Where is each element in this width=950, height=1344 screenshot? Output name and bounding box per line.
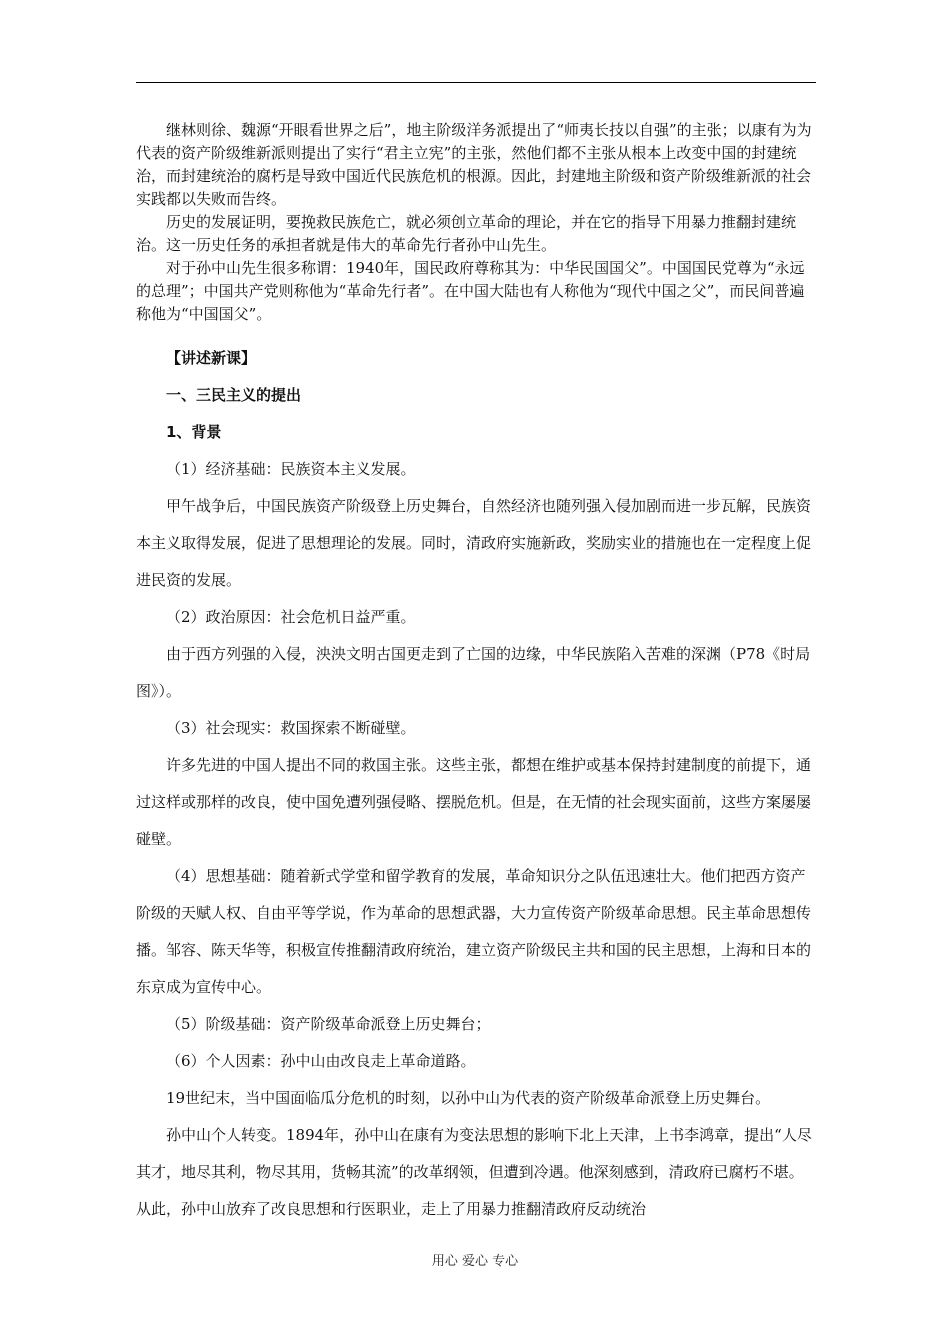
body-paragraph: （6）个人因素：孙中山由改良走上革命道路。: [166, 1052, 476, 1070]
intro-section: [136, 119, 816, 326]
body-paragraph: （3）社会现实：救国探索不断碰壁。: [166, 719, 416, 737]
lesson-section: [136, 340, 816, 1228]
header-rule: [136, 82, 816, 83]
document-body: [136, 119, 816, 1228]
body-paragraph: 甲午战争后，中国民族资产阶级登上历史舞台，自然经济也随列强入侵加剧而进一步瓦解，民族资本主义取得发展，促进了思想理论的发展。同时，清政府实施新政，奖励实业的措施也在一定程度上促进民资的发展。: [136, 497, 812, 589]
section-heading-part-one: 一、三民主义的提出: [166, 386, 302, 404]
intro-paragraph: 对于孙中山先生很多称谓：1940年，国民政府尊称其为：中华民国国父”。中国国民党尊为“永远的总理”；中国共产党则称他为“革命先行者”。在中国大陆也有人称他为“现代中国之父”，而民间普遍称他为“中国国父”。: [136, 259, 805, 323]
section-heading-background: 1、背景: [166, 423, 222, 441]
body-paragraph: 许多先进的中国人提出不同的救国主张。这些主张，都想在维护或基本保持封建制度的前提下，通过这样或那样的改良，使中国免遭列强侵略、摆脱危机。但是，在无情的社会现实面前，这些方案屡屡碰壁。: [136, 756, 812, 848]
body-paragraph: 由于西方列强的入侵，泱泱文明古国更走到了亡国的边缘，中华民族陷入苦难的深渊（P78《时局图》）。: [136, 645, 811, 700]
body-paragraph: （2）政治原因：社会危机日益严重。: [166, 608, 416, 626]
intro-paragraph: 继林则徐、魏源“开眼看世界之后”，地主阶级洋务派提出了“师夷长技以自强”的主张；以康有为为代表的资产阶级维新派则提出了实行“君主立宪”的主张，然他们都不主张从根本上改变中国的封建统治，而封建统治的腐朽是导致中国近代民族危机的根源。因此，封建地主阶级和资产阶级维新派的社会实践都以失败而告终。: [136, 121, 812, 208]
page-footer: 用心 爱心 专心: [431, 1254, 519, 1269]
body-paragraph: 19世纪末，当中国面临瓜分危机的时刻，以孙中山为代表的资产阶级革命派登上历史舞台。: [166, 1089, 771, 1107]
intro-paragraph: 历史的发展证明，要挽救民族危亡，就必须创立革命的理论，并在它的指导下用暴力推翻封建统治。这一历史任务的承担者就是伟大的革命先行者孙中山先生。: [136, 213, 797, 254]
section-heading-new-lesson: 【讲述新课】: [166, 349, 257, 367]
body-paragraph: （4）思想基础：随着新式学堂和留学教育的发展，革命知识分之队伍迅速壮大。他们把西方资产阶级的天赋人权、自由平等学说，作为革命的思想武器，大力宣传资产阶级革命思想。民主革命思想传播。邹容、陈天华等，积极宣传推翻清政府统治，建立资产阶级民主共和国的民主思想，上海和日本的东京成为宣传中心。: [136, 867, 812, 996]
body-paragraph: （1）经济基础：民族资本主义发展。: [166, 460, 416, 478]
body-paragraph: （5）阶级基础：资产阶级革命派登上历史舞台；: [166, 1015, 491, 1033]
body-paragraph: 孙中山个人转变。1894年，孙中山在康有为变法思想的影响下北上天津，上书李鸿章，提出“人尽其才，地尽其利，物尽其用，货畅其流”的改革纲领，但遭到冷遇。他深刻感到，清政府已腐朽不堪。从此，孙中山放弃了改良思想和行医职业，走上了用暴力推翻清政府反动统治: [136, 1126, 812, 1218]
